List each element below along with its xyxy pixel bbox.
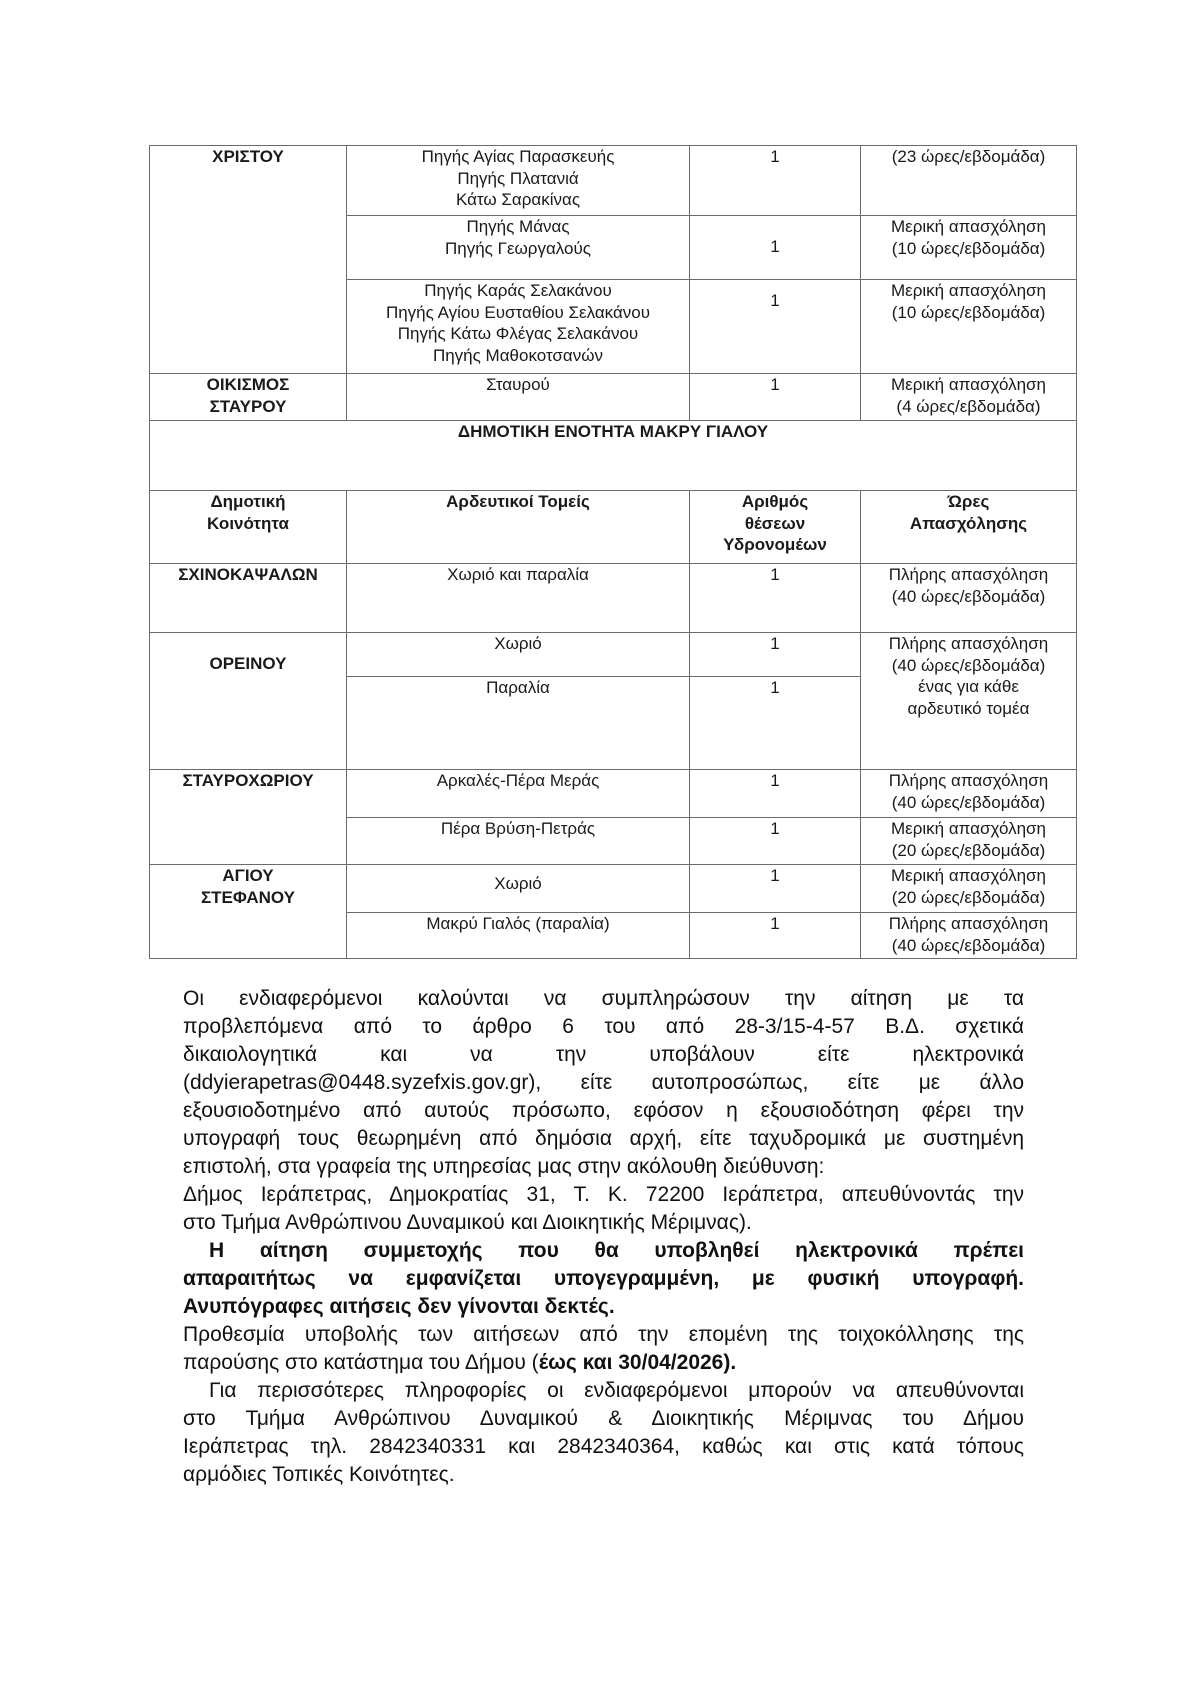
- sector-cell: Πέρα Βρύση-Πετράς: [347, 818, 690, 865]
- positions-cell: 1: [690, 374, 861, 421]
- notice-line: Η αίτηση συμμετοχής που θα υποβληθεί ηλεκτρονικά πρέπει: [209, 1239, 1024, 1262]
- hours-cell: Πλήρης απασχόληση (40 ώρες/εβδομάδα): [861, 770, 1077, 818]
- notice-line: Ανυπόγραφες αιτήσεις δεν γίνονται δεκτές.: [183, 1295, 615, 1318]
- hours-cell: Μερική απασχόληση (10 ώρες/εβδομάδα): [861, 280, 1077, 374]
- positions-cell: 1: [690, 216, 861, 280]
- notice-line: απαραιτήτως να εμφανίζεται υπογεγραμμένη, με φυσική υπογραφή.: [183, 1267, 1024, 1290]
- info-line: Ιεράπετρας τηλ. 2842340331 και 2842340364, καθώς και στις κατά τόπους: [183, 1435, 1024, 1458]
- sector-cell: Πηγής Αγίας Παρασκευής Πηγής Πλατανιά Κάτω Σαρακίνας: [347, 146, 690, 216]
- body-line: εξουσιοδοτημένο από αυτούς πρόσωπο, εφόσον η εξουσιοδότηση φέρει την: [183, 1099, 1024, 1122]
- sector-cell: Παραλία: [347, 677, 690, 770]
- hours-cell: (23 ώρες/εβδομάδα): [861, 146, 1077, 216]
- body-line: δικαιολογητικά και να την υποβάλουν είτε ηλεκτρονικά: [183, 1043, 1024, 1066]
- positions-cell: 1: [690, 770, 861, 818]
- positions-cell: 1: [690, 818, 861, 865]
- sector-cell: Χωριό: [347, 633, 690, 677]
- positions-cell: 1: [690, 146, 861, 216]
- deadline-paragraph: [183, 1321, 1024, 1377]
- community-cell: ΑΓΙΟΥ ΣΤΕΦΑΝΟΥ: [150, 865, 347, 959]
- sector-cell: Μακρύ Γιαλός (παραλία): [347, 913, 690, 959]
- table-row: [150, 770, 1077, 818]
- hours-cell: Πλήρης απασχόληση (40 ώρες/εβδομάδα) ένας για κάθε αρδευτικό τομέα: [861, 633, 1077, 770]
- body-line: στο Τμήμα Ανθρώπινου Δυναμικού και Διοικητικής Μέριμνας).: [183, 1211, 752, 1234]
- table-header-row: [150, 491, 1077, 564]
- body-line: προβλεπόμενα από το άρθρο 6 του από 28-3/15-4-57 Β.Δ. σχετικά: [183, 1015, 1024, 1038]
- community-cell: ΧΡΙΣΤΟΥ: [150, 146, 347, 374]
- sector-cell: Πηγής Μάνας Πηγής Γεωργαλούς: [347, 216, 690, 280]
- community-cell: ΣΧΙΝΟΚΑΨΑΛΩΝ: [150, 564, 347, 633]
- positions-cell: 1: [690, 677, 861, 770]
- body-line: Οι ενδιαφερόμενοι καλούνται να συμπληρώσουν την αίτηση με τα: [183, 987, 1024, 1010]
- table-row: [150, 146, 1077, 216]
- hours-cell: Μερική απασχόληση (20 ώρες/εβδομάδα): [861, 818, 1077, 865]
- hours-cell: Μερική απασχόληση (20 ώρες/εβδομάδα): [861, 865, 1077, 913]
- table-row: [150, 564, 1077, 633]
- info-line: στο Τμήμα Ανθρώπινου Δυναμικού & Διοικητικής Μέριμνας του Δήμου: [183, 1407, 1024, 1430]
- positions-cell: 1: [690, 564, 861, 633]
- positions-cell: 1: [690, 865, 861, 913]
- positions-cell: 1: [690, 913, 861, 959]
- sector-cell: Αρκαλές-Πέρα Μεράς: [347, 770, 690, 818]
- table-row: [150, 374, 1077, 421]
- body-line: Δήμος Ιεράπετρας, Δημοκρατίας 31, Τ. Κ. 72200 Ιεράπετρα, απευθύνοντάς την: [183, 1183, 1024, 1206]
- section-title-row: [150, 421, 1077, 491]
- community-cell: ΟΙΚΙΣΜΟΣ ΣΤΑΥΡΟΥ: [150, 374, 347, 421]
- body-line: υπογραφή τους θεωρημένη από δημόσια αρχή, είτε ταχυδρομικά με συστημένη: [183, 1127, 1024, 1150]
- table-row: [150, 865, 1077, 913]
- hours-cell: Πλήρης απασχόληση (40 ώρες/εβδομάδα): [861, 913, 1077, 959]
- info-line: αρμόδιες Τοπικές Κοινότητες.: [183, 1463, 455, 1486]
- signature-notice: [183, 1237, 1024, 1321]
- header-community: Δημοτική Κοινότητα: [150, 491, 347, 564]
- header-sectors: Αρδευτικοί Τομείς: [347, 491, 690, 564]
- community-cell: ΣΤΑΥΡΟΧΩΡΙΟΥ: [150, 770, 347, 865]
- water-guards-table: [149, 145, 1077, 959]
- sector-cell: Χωριό και παραλία: [347, 564, 690, 633]
- deadline-date: έως και 30/04/2026: [538, 1351, 724, 1374]
- application-instructions: [183, 985, 1024, 1237]
- deadline-line: Προθεσμία υποβολής των αιτήσεων από την επομένη της τοιχοκόλλησης της: [183, 1323, 1024, 1346]
- deadline-line: παρούσης στο κατάστημα του Δήμου (έως και 30/04/2026).: [183, 1351, 737, 1374]
- sector-cell: Χωριό: [347, 865, 690, 913]
- hours-cell: Μερική απασχόληση (10 ώρες/εβδομάδα): [861, 216, 1077, 280]
- sector-cell: Σταυρού: [347, 374, 690, 421]
- hours-cell: Πλήρης απασχόληση (40 ώρες/εβδομάδα): [861, 564, 1077, 633]
- table-row: [150, 633, 1077, 677]
- body-line: (ddyierapetras@0448.syzefxis.gov.gr), είτε αυτοπροσώπως, είτε με άλλο: [183, 1071, 1024, 1094]
- positions-cell: 1: [690, 633, 861, 677]
- header-positions: Αριθμός θέσεων Υδρονομέων: [690, 491, 861, 564]
- contact-info-paragraph: [183, 1377, 1024, 1489]
- header-hours: Ώρες Απασχόλησης: [861, 491, 1077, 564]
- community-cell: ΟΡΕΙΝΟΥ: [150, 633, 347, 770]
- positions-cell: 1: [690, 280, 861, 374]
- sector-cell: Πηγής Καράς Σελακάνου Πηγής Αγίου Ευσταθίου Σελακάνου Πηγής Κάτω Φλέγας Σελακάνου Πηγής Μαθοκοτσανών: [347, 280, 690, 374]
- hours-cell: Μερική απασχόληση (4 ώρες/εβδομάδα): [861, 374, 1077, 421]
- body-line: επιστολή, στα γραφεία της υπηρεσίας μας στην ακόλουθη διεύθυνση:: [183, 1155, 825, 1178]
- info-line: Για περισσότερες πληροφορίες οι ενδιαφερόμενοι μπορούν να απευθύνονται: [209, 1379, 1024, 1402]
- section-title: ΔΗΜΟΤΙΚΗ ΕΝΟΤΗΤΑ ΜΑΚΡΥ ΓΙΑΛΟΥ: [150, 421, 1077, 491]
